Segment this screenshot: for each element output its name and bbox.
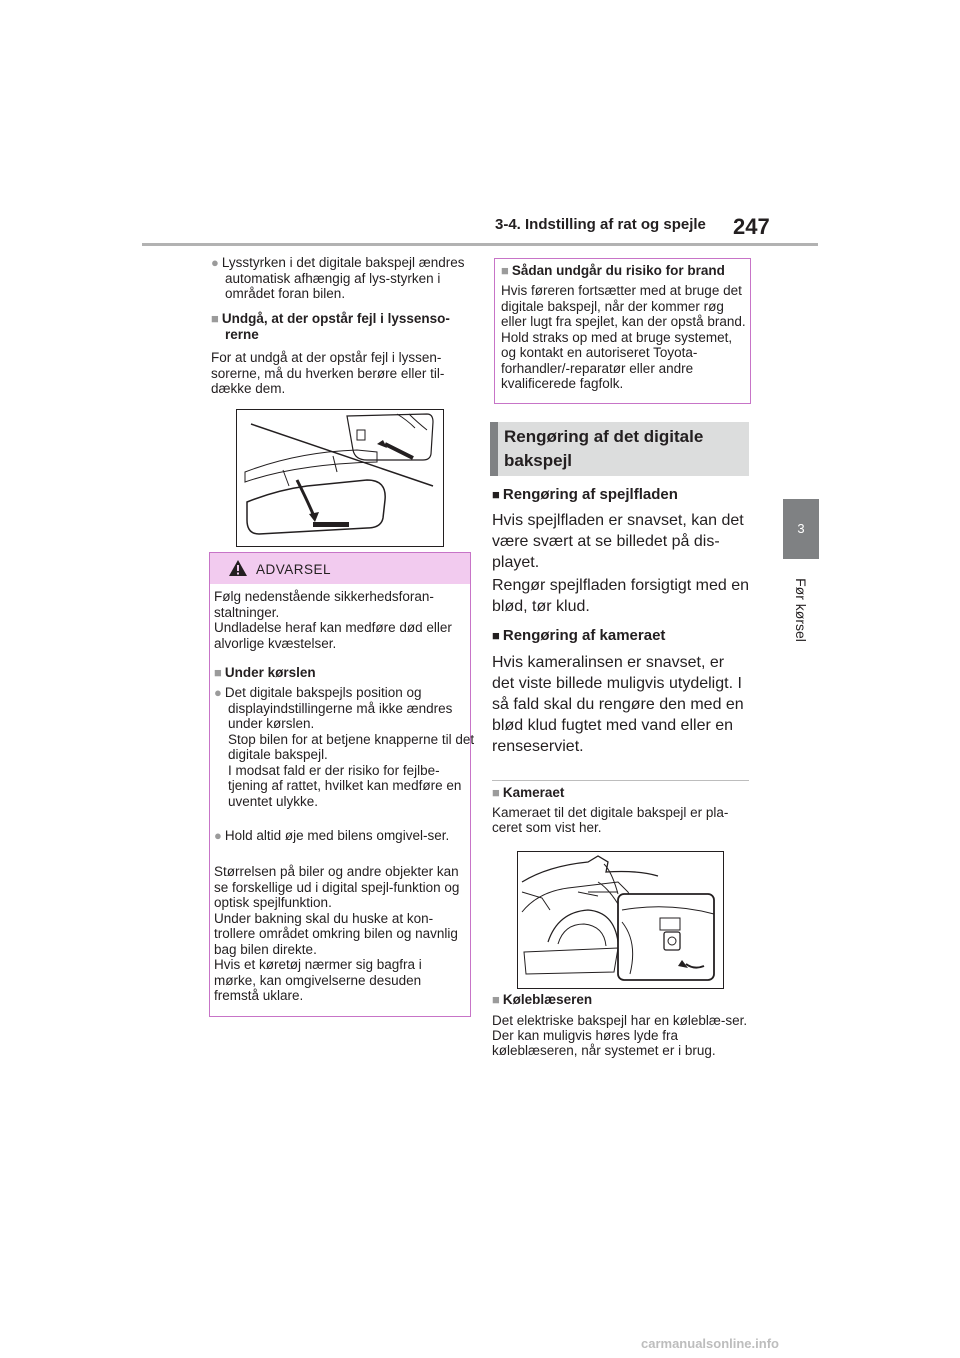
- warning-para-a: Størrelsen på biler og andre objekter kan se forskellige ud i digital spejl-funktion og optisk spejlfunktion.: [214, 864, 460, 910]
- fire-risk-heading-text: Sådan undgår du risiko for brand: [511, 263, 725, 278]
- camera-cleaning-heading: [492, 627, 752, 644]
- sensor-heading: [211, 311, 483, 342]
- square-bullet-icon: ■: [492, 785, 500, 800]
- section-divider: [492, 780, 749, 781]
- warning-bullet-driving: [214, 685, 478, 809]
- mirror-illustration-svg: [237, 410, 443, 546]
- warning-paragraph: [214, 864, 464, 1004]
- warning-heading-text: Under kørslen: [224, 665, 316, 680]
- mirror-cleaning-heading-text: Rengøring af spejlfladen: [502, 486, 678, 503]
- camera-text: Kameraet til det digitale bakspejl er pla-ceret som vist her.: [492, 805, 729, 835]
- warning-header: [210, 553, 470, 584]
- mirror-cleaning-text-a: Hvis spejlfladen er snavset, kan det være svært at se billedet på dis-playet.: [492, 512, 744, 571]
- cooling-fan-heading-text: Køleblæseren: [502, 992, 593, 1007]
- warning-box: [209, 552, 475, 1017]
- driving-text-b: Stop bilen for at betjene knapperne til det digitale bakspejl.: [228, 731, 475, 762]
- brightness-bullet: [211, 255, 483, 302]
- warning-para-b: Under bakning skal du huske at kon-trollere området omkring bilen og navnlig bag bilen direkte.: [214, 910, 458, 957]
- camera-heading: [492, 785, 750, 800]
- driving-text-a: Det digitale bakspejls position og displayindstillingerne må ikke ændres under kørslen.: [224, 685, 453, 731]
- brightness-text: Lysstyrken i det digitale bakspejl ændres automatisk afhængig af lys-styrken i området foran bilen.: [221, 255, 465, 301]
- chapter-tab: 3: [783, 499, 819, 559]
- fire-risk-box: [494, 258, 751, 404]
- bullet-icon: ●: [211, 255, 219, 270]
- sensor-heading-text: Undgå, at der opstår fejl i lyssenso-rerne: [221, 311, 450, 342]
- camera-cleaning-text: Hvis kameralinsen er snavset, er det viste billede muligvis utydeligt. I så fald skal du rengøre den med en blød klud fugtet med vand eller en renseserviet.: [492, 654, 744, 755]
- bullet-icon: ●: [214, 685, 222, 700]
- cooling-fan-heading: [492, 992, 750, 1007]
- header-divider: [142, 243, 818, 246]
- square-bullet-icon: ■: [492, 628, 500, 643]
- square-bullet-icon: ■: [211, 311, 219, 326]
- warning-heading: [214, 665, 464, 681]
- watermark: carmanualsonline.info: [641, 1336, 779, 1351]
- fire-risk-heading: [501, 263, 747, 279]
- warning-intro-1: Følg nedenstående sikkerhedsforan-staltninger.: [214, 589, 434, 620]
- camera-illustration-svg: [518, 852, 723, 988]
- camera-cleaning-heading-text: Rengøring af kameraet: [502, 627, 666, 644]
- camera-heading-text: Kameraet: [502, 785, 565, 800]
- mirror-cleaning-heading: [492, 486, 752, 503]
- page-number: 247: [733, 214, 770, 239]
- cleaning-section-header: [490, 422, 749, 476]
- warning-triangle-icon: [228, 559, 248, 577]
- chapter-label: [785, 565, 817, 655]
- warning-title: ADVARSEL: [256, 562, 332, 577]
- section-title: 3-4. Indstilling af rat og spejle: [495, 216, 706, 233]
- cooling-fan-text: Det elektriske bakspejl har en køleblæ-ser. Der kan muligvis høres lyde fra køleblæseren, når systemet er i brug.: [492, 1013, 748, 1058]
- bullet-icon: ●: [214, 828, 222, 843]
- warning-para-c: Hvis et køretøj nærmer sig bagfra i mørke, kan omgivelserne desuden fremstå uklare.: [214, 957, 422, 1003]
- mirror-sensor-illustration: [236, 409, 444, 547]
- section-accent-bar: [490, 422, 498, 476]
- cleaning-section-title: Rengøring af det digitale bakspejl: [504, 427, 704, 470]
- fire-risk-text: Hvis føreren fortsætter med at bruge det digitale bakspejl, når der kommer røg eller lugt fra spejlet, kan der opstå brand. Hold straks op med at bruge systemet, og kontakt en autoriseret Toyota-forhandler/-reparatør eller andre kvalificerede fagfolk.: [501, 283, 746, 391]
- square-bullet-icon: ■: [501, 263, 509, 278]
- square-bullet-icon: ■: [214, 665, 222, 680]
- sensor-paragraph: For at undgå at der opstår fejl i lyssen-sorerne, må du hverken berøre eller til-dække dem.: [211, 350, 445, 396]
- surroundings-text: Hold altid øje med bilens omgivel-ser.: [224, 828, 450, 843]
- warning-bullet-surroundings: [214, 828, 478, 844]
- chapter-label-text: Før kørsel: [793, 578, 809, 642]
- camera-location-illustration: [517, 851, 724, 989]
- square-bullet-icon: ■: [492, 487, 500, 502]
- driving-text-c: I modsat fald er der risiko for fejlbe-tjening af rattet, hvilket kan medføre en uventet ulykke.: [228, 762, 462, 809]
- mirror-cleaning-text-b: Rengør spejlfladen forsigtigt med en blød, tør klud.: [492, 577, 750, 615]
- warning-intro-2: Undladelse heraf kan medføre død eller alvorlige kvæstelser.: [214, 620, 452, 651]
- square-bullet-icon: ■: [492, 992, 500, 1007]
